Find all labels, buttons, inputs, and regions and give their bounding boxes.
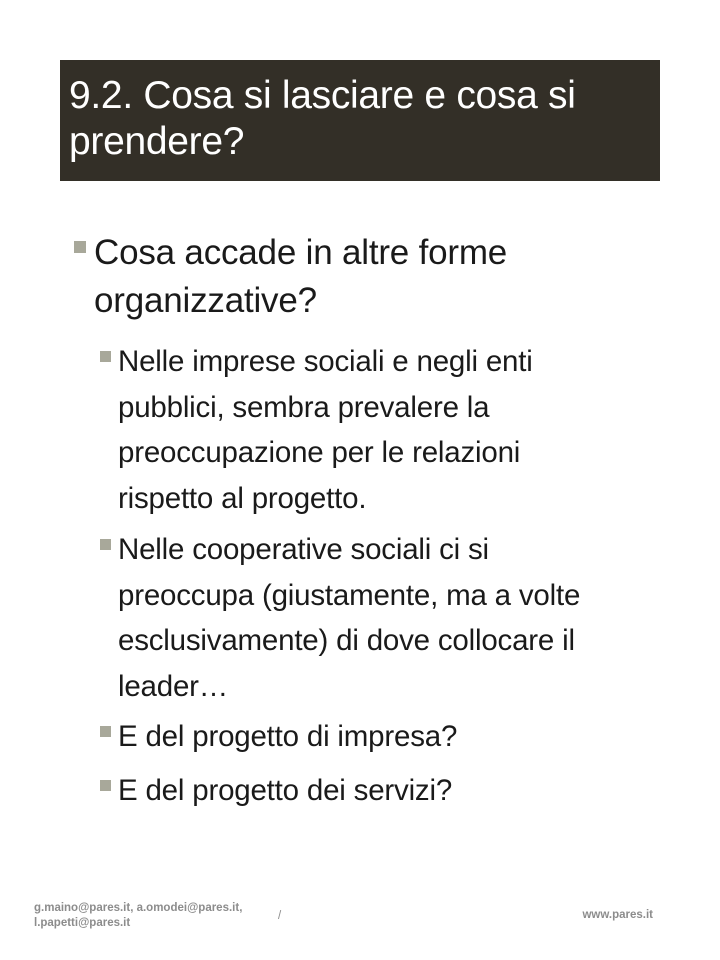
bullet-text: Cosa accade in altre forme organizzative? [94,233,508,320]
bullet-text: E del progetto dei servizi? [118,774,453,807]
bullet-text: E del progetto di impresa? [118,720,458,753]
bullet-square-icon [100,539,111,550]
bullet-text: Nelle cooperative sociali ci si preoccupa (giustamente, ma a volte esclusivamente) di dove collocare il leader… [118,533,581,703]
footer-website: www.pares.it [582,909,653,921]
bullet-text: Nelle imprese sociali e negli enti pubblici, sembra prevalere la preoccupazione per le relazioni rispetto al progetto. [118,345,533,515]
footer-emails [34,901,242,931]
bullet-square-icon [100,780,111,791]
footer-email-line: g.maino@pares.it, a.omodei@pares.it, [34,902,243,914]
bullet-square-icon [74,241,86,253]
footer-separator: / [278,910,282,922]
bullet-square-icon [100,726,111,737]
slide-title: 9.2. Cosa si lasciare e cosa si prendere? [69,74,576,163]
footer-email-line: l.papetti@pares.it [34,917,131,929]
bullet-square-icon [100,351,111,362]
slide-title-box [60,60,660,181]
